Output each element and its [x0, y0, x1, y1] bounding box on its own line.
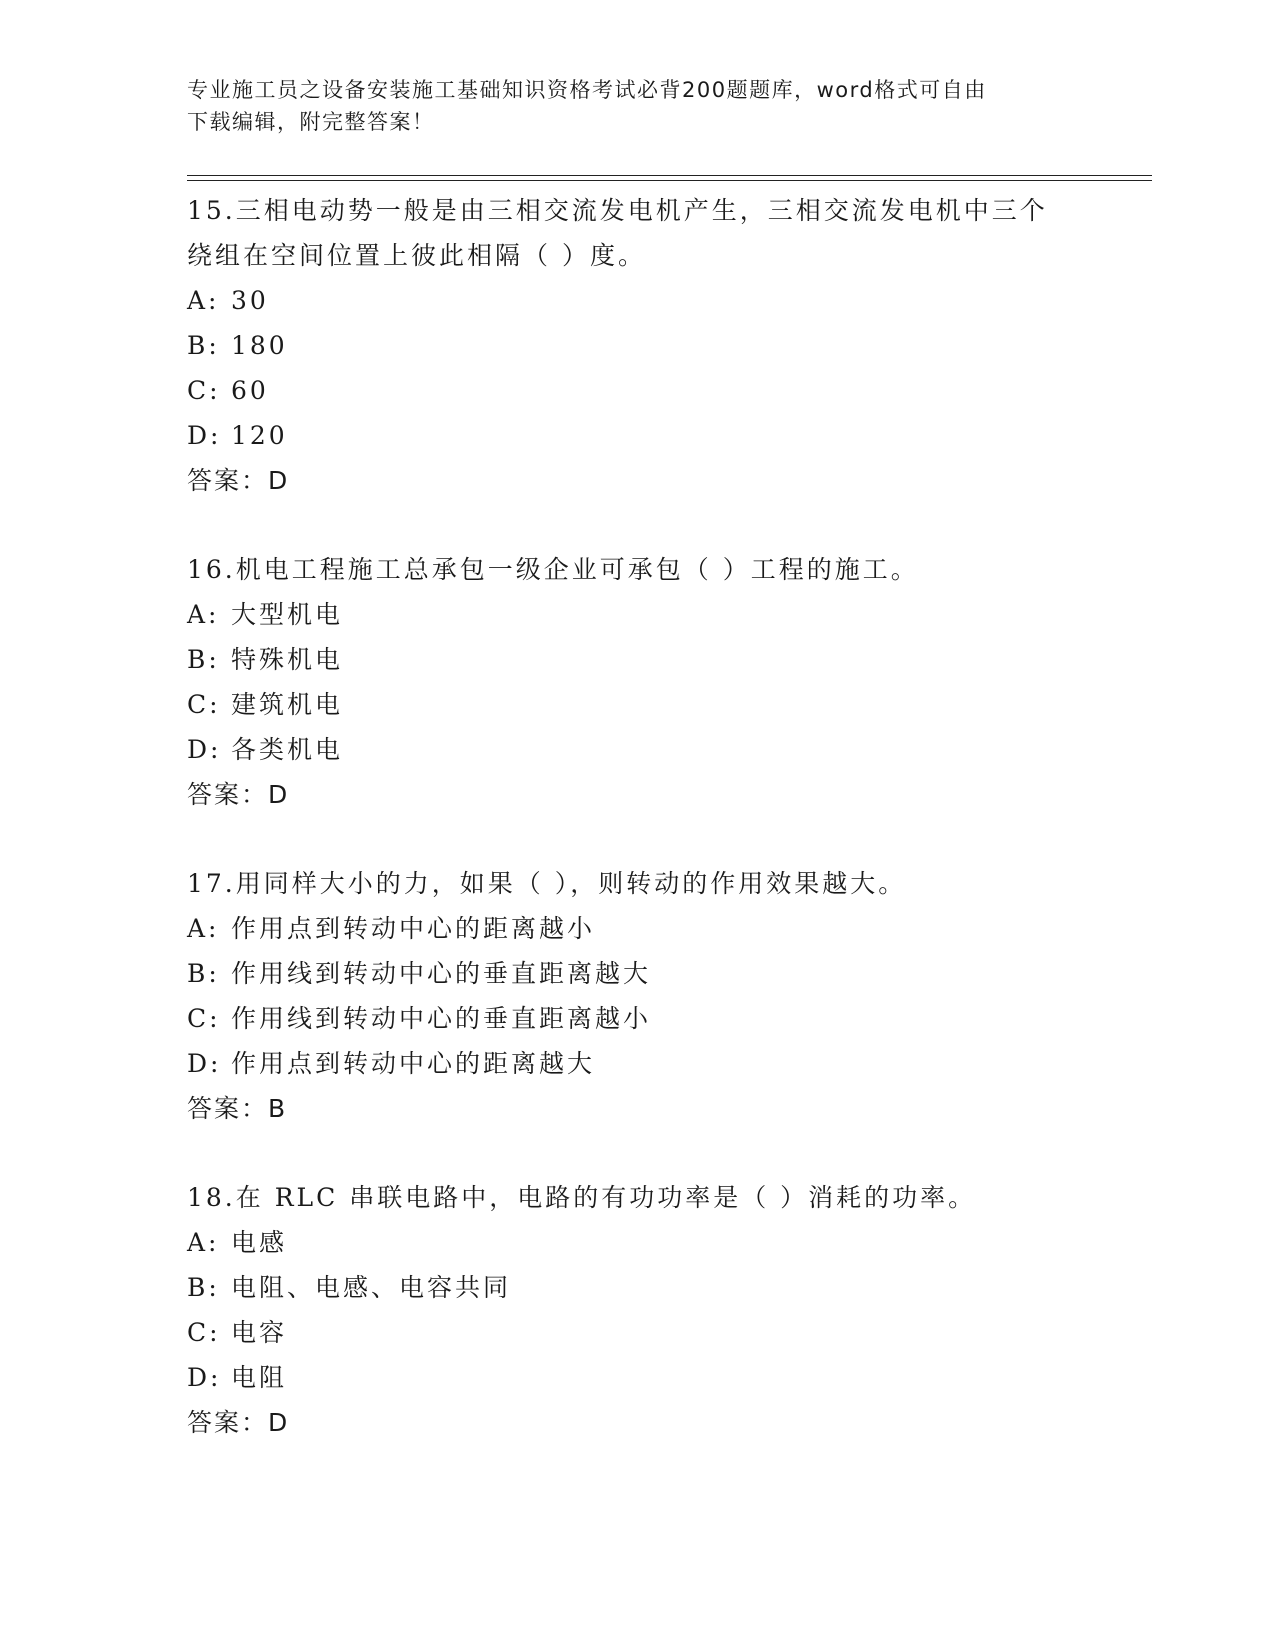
option-letter: C:: [187, 1004, 221, 1033]
option-b: [187, 323, 1087, 368]
option-text: 建筑机电: [231, 690, 344, 719]
option-letter: A:: [187, 286, 220, 315]
option-d: [187, 727, 1087, 772]
question-16: [187, 547, 1087, 817]
answer-line: 答案：D: [187, 1408, 290, 1437]
header-line-1: 专业施工员之设备安装施工基础知识资格考试必背200题题库，word格式可自由: [187, 78, 987, 102]
option-text: 180: [231, 331, 288, 360]
option-d: [187, 413, 1087, 458]
option-b: [187, 1265, 1087, 1310]
option-a: [187, 1220, 1087, 1265]
option-letter: A:: [187, 914, 220, 943]
question-stem: 17.用同样大小的力，如果（ ），则转动的作用效果越大。: [187, 869, 907, 898]
question-list: [187, 188, 1087, 1489]
option-text: 各类机电: [231, 735, 344, 764]
option-text: 作用线到转动中心的垂直距离越大: [231, 959, 652, 988]
option-letter: D:: [187, 1049, 222, 1078]
option-text: 作用点到转动中心的距离越大: [231, 1049, 596, 1078]
option-letter: C:: [187, 1318, 221, 1347]
document-header: [187, 74, 1067, 138]
question-stem-continued: 绕组在空间位置上彼此相隔（ ）度。: [187, 241, 646, 270]
option-letter: B:: [187, 645, 220, 674]
option-a: [187, 592, 1087, 637]
answer-line: 答案：D: [187, 780, 290, 809]
option-text: 电容: [231, 1318, 288, 1347]
header-line-2: 下载编辑，附完整答案！: [187, 110, 435, 134]
header-divider-top: [187, 175, 1152, 176]
question-stem: 18.在 RLC 串联电路中，电路的有功功率是（ ）消耗的功率。: [187, 1183, 977, 1212]
option-text: 60: [231, 376, 269, 405]
option-b: [187, 951, 1087, 996]
question-stem: 16.机电工程施工总承包一级企业可承包（ ）工程的施工。: [187, 555, 919, 584]
option-letter: A:: [187, 1228, 220, 1257]
option-text: 120: [231, 421, 288, 450]
answer-line: 答案：D: [187, 466, 290, 495]
option-letter: A:: [187, 600, 220, 629]
option-text: 30: [231, 286, 269, 315]
option-text: 电感: [231, 1228, 288, 1257]
option-c: [187, 1310, 1087, 1355]
option-letter: D:: [187, 735, 222, 764]
option-letter: C:: [187, 376, 221, 405]
option-text: 电阻、电感、电容共同: [231, 1273, 512, 1302]
question-18: [187, 1175, 1087, 1445]
question-stem: 15.三相电动势一般是由三相交流发电机产生，三相交流发电机中三个: [187, 196, 1048, 225]
option-text: 特殊机电: [231, 645, 344, 674]
option-letter: D:: [187, 1363, 222, 1392]
option-a: [187, 906, 1087, 951]
question-15: [187, 188, 1087, 503]
option-c: [187, 996, 1087, 1041]
option-c: [187, 682, 1087, 727]
answer-line: 答案：B: [187, 1094, 288, 1123]
option-letter: B:: [187, 959, 220, 988]
option-letter: D:: [187, 421, 222, 450]
option-letter: B:: [187, 331, 220, 360]
option-d: [187, 1041, 1087, 1086]
option-c: [187, 368, 1087, 413]
option-text: 作用点到转动中心的距离越小: [231, 914, 596, 943]
option-a: [187, 278, 1087, 323]
option-text: 电阻: [231, 1363, 288, 1392]
question-17: [187, 861, 1087, 1131]
option-letter: B:: [187, 1273, 220, 1302]
header-divider-bottom: [187, 180, 1152, 181]
option-b: [187, 637, 1087, 682]
option-text: 作用线到转动中心的垂直距离越小: [231, 1004, 652, 1033]
option-d: [187, 1355, 1087, 1400]
option-letter: C:: [187, 690, 221, 719]
option-text: 大型机电: [231, 600, 344, 629]
